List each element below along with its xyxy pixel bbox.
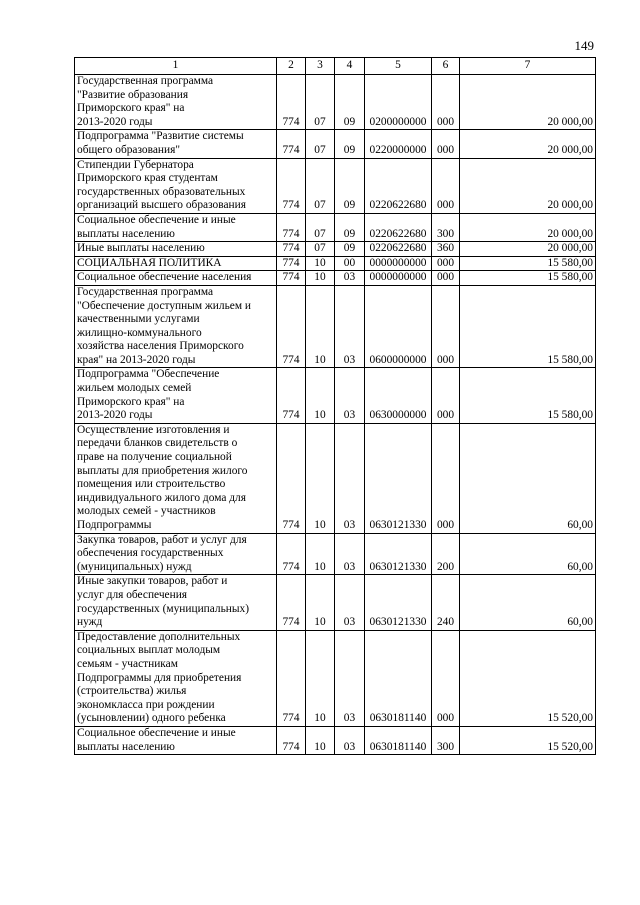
row-name-line: индивидуального жилого дома для bbox=[77, 491, 246, 504]
row-name-cell bbox=[75, 630, 277, 726]
ministry-code-cell: 774 bbox=[277, 533, 306, 575]
row-name-line: 2013-2020 годы bbox=[77, 115, 153, 128]
target-article-cell: 0220622680 bbox=[365, 242, 432, 257]
expense-type-cell: 000 bbox=[432, 75, 460, 130]
row-name-line: Подпрограммы для приобретения bbox=[77, 671, 242, 684]
row-name-line: выплаты населению bbox=[77, 740, 175, 753]
amount-cell: 60,00 bbox=[460, 575, 596, 630]
table-row bbox=[75, 285, 596, 368]
section-cell: 10 bbox=[306, 256, 335, 271]
row-name-line: социальных выплат молодым bbox=[77, 644, 221, 657]
table-row bbox=[75, 75, 596, 130]
row-name-line: Подпрограмма "Развитие системы bbox=[77, 130, 244, 143]
row-name-line: Приморского края" на bbox=[77, 395, 185, 408]
table-row bbox=[75, 256, 596, 271]
ministry-code-cell: 774 bbox=[277, 158, 306, 213]
row-name-cell bbox=[75, 158, 277, 213]
expense-type-cell: 000 bbox=[432, 158, 460, 213]
col-header-5: 5 bbox=[365, 58, 432, 75]
amount-cell: 20 000,00 bbox=[460, 158, 596, 213]
col-header-4: 4 bbox=[335, 58, 365, 75]
budget-table bbox=[74, 57, 596, 755]
row-name-line: Социальное обеспечение населения bbox=[77, 271, 252, 284]
col-header-7: 7 bbox=[460, 58, 596, 75]
expense-type-cell: 000 bbox=[432, 630, 460, 726]
ministry-code-cell: 774 bbox=[277, 130, 306, 158]
table-row bbox=[75, 158, 596, 213]
row-name-cell bbox=[75, 726, 277, 754]
subsection-cell: 03 bbox=[335, 285, 365, 368]
row-name-line: передачи бланков свидетельств о bbox=[77, 437, 238, 450]
amount-cell: 20 000,00 bbox=[460, 242, 596, 257]
row-name-line: Закупка товаров, работ и услуг для bbox=[77, 533, 247, 546]
subsection-cell: 09 bbox=[335, 75, 365, 130]
row-name-line: Предоставление дополнительных bbox=[77, 630, 241, 643]
row-name-line: жильем молодых семей bbox=[77, 382, 192, 395]
subsection-cell: 09 bbox=[335, 158, 365, 213]
ministry-code-cell: 774 bbox=[277, 242, 306, 257]
amount-cell: 20 000,00 bbox=[460, 213, 596, 241]
amount-cell: 15 580,00 bbox=[460, 368, 596, 423]
table-row bbox=[75, 575, 596, 630]
row-name-cell bbox=[75, 575, 277, 630]
section-cell: 07 bbox=[306, 158, 335, 213]
target-article-cell: 0630181140 bbox=[365, 726, 432, 754]
amount-cell: 15 520,00 bbox=[460, 726, 596, 754]
target-article-cell: 0200000000 bbox=[365, 75, 432, 130]
row-name-line: Иные выплаты населению bbox=[77, 242, 205, 255]
row-name-line: Государственная программа bbox=[77, 285, 214, 298]
row-name-cell bbox=[75, 271, 277, 286]
row-name-cell bbox=[75, 533, 277, 575]
amount-cell: 20 000,00 bbox=[460, 130, 596, 158]
subsection-cell: 09 bbox=[335, 213, 365, 241]
row-name-cell bbox=[75, 423, 277, 533]
expense-type-cell: 300 bbox=[432, 726, 460, 754]
row-name-line: (строительства) жилья bbox=[77, 685, 187, 698]
target-article-cell: 0000000000 bbox=[365, 271, 432, 286]
section-cell: 10 bbox=[306, 630, 335, 726]
target-article-cell: 0630000000 bbox=[365, 368, 432, 423]
ministry-code-cell: 774 bbox=[277, 213, 306, 241]
subsection-cell: 03 bbox=[335, 533, 365, 575]
ministry-code-cell: 774 bbox=[277, 368, 306, 423]
section-cell: 07 bbox=[306, 130, 335, 158]
row-name-cell bbox=[75, 130, 277, 158]
row-name-line: помещения или строительство bbox=[77, 478, 226, 491]
section-cell: 10 bbox=[306, 271, 335, 286]
amount-cell: 60,00 bbox=[460, 533, 596, 575]
target-article-cell: 0630121330 bbox=[365, 533, 432, 575]
row-name-line: молодых семей - участников bbox=[77, 505, 216, 518]
table-row bbox=[75, 726, 596, 754]
subsection-cell: 03 bbox=[335, 271, 365, 286]
col-header-6: 6 bbox=[432, 58, 460, 75]
row-name-line: Подпрограммы bbox=[77, 519, 152, 531]
row-name-cell bbox=[75, 256, 277, 271]
section-cell: 10 bbox=[306, 285, 335, 368]
expense-type-cell: 300 bbox=[432, 213, 460, 241]
table-row bbox=[75, 242, 596, 257]
amount-cell: 20 000,00 bbox=[460, 75, 596, 130]
row-name-line: семьям - участникам bbox=[77, 657, 178, 670]
row-name-line: Подпрограмма "Обеспечение bbox=[77, 368, 220, 381]
row-name-line: Стипендии Губернатора bbox=[77, 158, 194, 171]
row-name-cell bbox=[75, 368, 277, 423]
row-name-line: Социальное обеспечение и иные bbox=[77, 213, 236, 226]
col-header-3: 3 bbox=[306, 58, 335, 75]
row-name-line: Социальное обеспечение и иные bbox=[77, 726, 236, 739]
table-row bbox=[75, 423, 596, 533]
expense-type-cell: 000 bbox=[432, 130, 460, 158]
table-row bbox=[75, 213, 596, 241]
ministry-code-cell: 774 bbox=[277, 285, 306, 368]
row-name-line: услуг для обеспечения bbox=[77, 588, 188, 601]
ministry-code-cell: 774 bbox=[277, 271, 306, 286]
ministry-code-cell: 774 bbox=[277, 423, 306, 533]
subsection-cell: 03 bbox=[335, 630, 365, 726]
row-name-line: 2013-2020 годы bbox=[77, 409, 153, 422]
target-article-cell: 0630121330 bbox=[365, 575, 432, 630]
subsection-cell: 09 bbox=[335, 130, 365, 158]
subsection-cell: 03 bbox=[335, 726, 365, 754]
row-name-line: общего образования" bbox=[77, 143, 180, 156]
row-name-line: (муниципальных) нужд bbox=[77, 560, 192, 573]
row-name-line: хозяйства населения Приморского bbox=[77, 340, 244, 353]
row-name-cell bbox=[75, 285, 277, 368]
col-header-2: 2 bbox=[277, 58, 306, 75]
target-article-cell: 0220622680 bbox=[365, 158, 432, 213]
ministry-code-cell: 774 bbox=[277, 75, 306, 130]
amount-cell: 15 580,00 bbox=[460, 271, 596, 286]
amount-cell: 15 580,00 bbox=[460, 256, 596, 271]
subsection-cell: 03 bbox=[335, 575, 365, 630]
section-cell: 07 bbox=[306, 242, 335, 257]
row-name-line: Иные закупки товаров, работ и bbox=[77, 575, 228, 588]
table-header-row bbox=[75, 58, 596, 75]
row-name-line: государственных образовательных bbox=[77, 185, 246, 198]
row-name-line: организаций высшего образования bbox=[77, 199, 246, 212]
table-row bbox=[75, 130, 596, 158]
section-cell: 10 bbox=[306, 368, 335, 423]
row-name-cell bbox=[75, 213, 277, 241]
row-name-line: праве на получение социальной bbox=[77, 451, 232, 464]
row-name-line: СОЦИАЛЬНАЯ ПОЛИТИКА bbox=[77, 256, 222, 269]
target-article-cell: 0630121330 bbox=[365, 423, 432, 533]
section-cell: 10 bbox=[306, 423, 335, 533]
row-name-line: края" на 2013-2020 годы bbox=[77, 353, 196, 366]
target-article-cell: 0000000000 bbox=[365, 256, 432, 271]
row-name-line: обеспечения государственных bbox=[77, 547, 224, 560]
row-name-line: экономкласса при рождении bbox=[77, 698, 215, 711]
expense-type-cell: 000 bbox=[432, 368, 460, 423]
row-name-cell bbox=[75, 75, 277, 130]
section-cell: 10 bbox=[306, 726, 335, 754]
expense-type-cell: 000 bbox=[432, 256, 460, 271]
target-article-cell: 0630181140 bbox=[365, 630, 432, 726]
target-article-cell: 0600000000 bbox=[365, 285, 432, 368]
expense-type-cell: 360 bbox=[432, 242, 460, 257]
table-row bbox=[75, 533, 596, 575]
row-name-line: качественными услугами bbox=[77, 313, 200, 326]
target-article-cell: 0220000000 bbox=[365, 130, 432, 158]
section-cell: 10 bbox=[306, 533, 335, 575]
subsection-cell: 03 bbox=[335, 423, 365, 533]
ministry-code-cell: 774 bbox=[277, 256, 306, 271]
section-cell: 10 bbox=[306, 575, 335, 630]
row-name-line: нужд bbox=[77, 616, 103, 629]
amount-cell: 15 580,00 bbox=[460, 285, 596, 368]
section-cell: 07 bbox=[306, 75, 335, 130]
row-name-cell bbox=[75, 242, 277, 257]
row-name-line: выплаты для приобретения жилого bbox=[77, 464, 248, 477]
target-article-cell: 0220622680 bbox=[365, 213, 432, 241]
row-name-line: "Обеспечение доступным жильем и bbox=[77, 299, 251, 312]
row-name-line: Приморского края" на bbox=[77, 102, 185, 115]
table-row bbox=[75, 630, 596, 726]
row-name-line: (усыновлении) одного ребенка bbox=[77, 712, 226, 725]
row-name-line: государственных (муниципальных) bbox=[77, 602, 250, 615]
subsection-cell: 00 bbox=[335, 256, 365, 271]
col-header-1: 1 bbox=[75, 58, 277, 75]
page-number: 149 bbox=[574, 38, 594, 53]
amount-cell: 15 520,00 bbox=[460, 630, 596, 726]
section-cell: 07 bbox=[306, 213, 335, 241]
row-name-line: Государственная программа bbox=[77, 75, 214, 87]
expense-type-cell: 000 bbox=[432, 271, 460, 286]
row-name-line: Приморского края студентам bbox=[77, 172, 218, 185]
expense-type-cell: 200 bbox=[432, 533, 460, 575]
expense-type-cell: 240 bbox=[432, 575, 460, 630]
amount-cell: 60,00 bbox=[460, 423, 596, 533]
subsection-cell: 03 bbox=[335, 368, 365, 423]
row-name-line: "Развитие образования bbox=[77, 88, 189, 101]
row-name-line: выплаты населению bbox=[77, 227, 175, 240]
ministry-code-cell: 774 bbox=[277, 630, 306, 726]
expense-type-cell: 000 bbox=[432, 285, 460, 368]
ministry-code-cell: 774 bbox=[277, 726, 306, 754]
ministry-code-cell: 774 bbox=[277, 575, 306, 630]
expense-type-cell: 000 bbox=[432, 423, 460, 533]
subsection-cell: 09 bbox=[335, 242, 365, 257]
table-row bbox=[75, 368, 596, 423]
row-name-line: жилищно-коммунального bbox=[77, 326, 202, 339]
row-name-line: Осуществление изготовления и bbox=[77, 423, 230, 436]
table-row bbox=[75, 271, 596, 286]
